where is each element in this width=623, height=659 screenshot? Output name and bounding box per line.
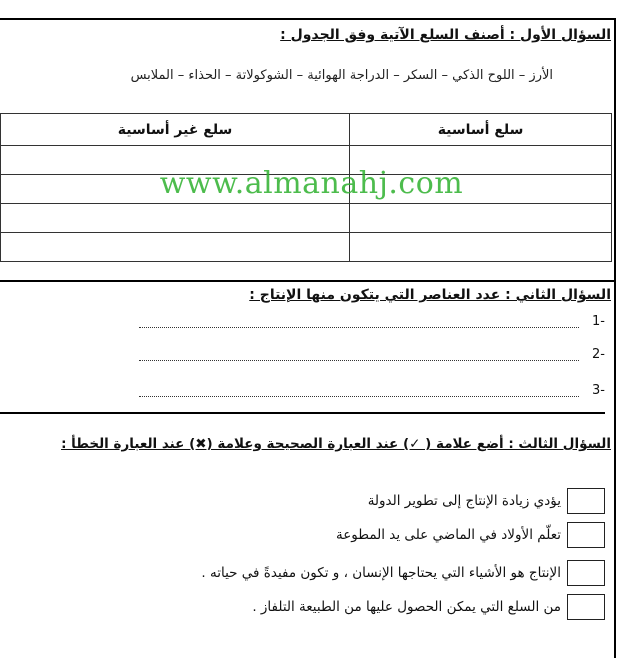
table-row (1, 204, 612, 233)
answer-line-number: -3 (592, 383, 605, 398)
table-cell[interactable] (350, 204, 612, 233)
answer-dots[interactable] (139, 349, 579, 361)
top-border (0, 18, 616, 20)
answer-checkbox[interactable] (567, 560, 605, 586)
question1-title: السؤال الأول : أصنف السلع الآتية وفق الجدول : (280, 27, 611, 43)
table-header-non-basic: سلع غير أساسية (1, 114, 350, 146)
statement-row (252, 594, 605, 620)
statement-text: تعلّم الأولاد في الماضي على يد المطوعة (336, 527, 561, 543)
table-cell[interactable] (1, 204, 350, 233)
statement-text: الإنتاج هو الأشياء التي يحتاجها الإنسان ، و تكون مفيدةً في حياته . (201, 565, 561, 581)
table-row (1, 233, 612, 262)
answer-dots[interactable] (139, 385, 579, 397)
table-cell[interactable] (350, 233, 612, 262)
watermark: www.almanahj.com (159, 166, 464, 201)
section-divider (0, 280, 616, 282)
statement-row (368, 488, 605, 514)
statement-row (201, 560, 605, 586)
answer-line[interactable] (139, 314, 605, 329)
table-header-row (1, 114, 612, 146)
table-header-basic: سلع أساسية (350, 114, 612, 146)
section-divider (0, 412, 605, 414)
answer-line[interactable] (139, 347, 605, 362)
question1-items: الأرز – اللوح الذكي – السكر – الدراجة الهوائية – الشوكولاتة – الحذاء – الملابس (130, 68, 553, 83)
answer-checkbox[interactable] (567, 594, 605, 620)
answer-dots[interactable] (139, 316, 579, 328)
answer-checkbox[interactable] (567, 488, 605, 514)
answer-checkbox[interactable] (567, 522, 605, 548)
answer-line[interactable] (139, 383, 605, 398)
statement-text: من السلع التي يمكن الحصول عليها من الطبيعة التلفاز . (252, 599, 561, 615)
answer-line-number: -1 (592, 314, 605, 329)
statement-row (336, 522, 605, 548)
table-cell[interactable] (1, 233, 350, 262)
statement-text: يؤدي زيادة الإنتاج إلى تطوير الدولة (367, 493, 561, 509)
question3-title: السؤال الثالث : أضع علامة ( ✓) عند العبارة الصحيحة وعلامة (✖) عند العبارة الخطأ : (61, 436, 611, 452)
answer-line-number: -2 (592, 347, 605, 362)
question2-title: السؤال الثاني : عدد العناصر التي يتكون منها الإنتاج : (249, 287, 611, 303)
right-border (614, 18, 616, 658)
